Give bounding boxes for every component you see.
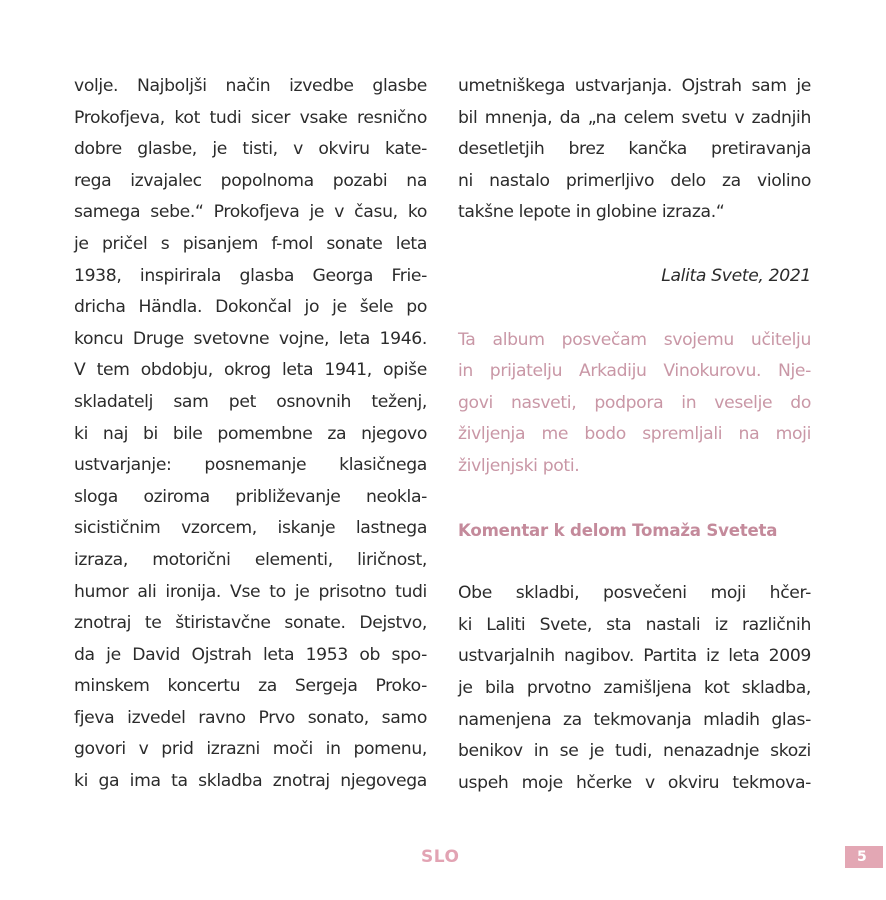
text-line: je bila prvotno zamišljena kot skladba, <box>458 677 811 698</box>
text-line: 1938, inspirirala glasba Georga Frie- <box>74 265 427 286</box>
text-line: rega izvajalec popolnoma pozabi na <box>74 170 427 191</box>
text-line: desetletjih brez kančka pretiravanja <box>458 139 811 160</box>
text-line: dobre glasbe, je tisti, v okviru kate- <box>74 139 427 160</box>
text-line: Prokofjeva, kot tudi sicer vsake resnično <box>74 107 427 128</box>
text-line: ki ga ima ta skladba znotraj njegovega <box>74 771 427 792</box>
text-line: govi nasveti, podpora in veselje do <box>458 392 811 413</box>
text-line: ustvarjanje: posnemanje klasičnega <box>74 455 427 476</box>
text-line: ki Laliti Svete, sta nastali iz različnih <box>458 614 811 635</box>
quote-paragraph <box>458 71 811 229</box>
text-line: ki naj bi bile pomembne za njegovo <box>74 423 427 444</box>
text-line: volje. Najboljši način izvedbe glasbe <box>74 76 427 96</box>
text-line: uspeh moje hčerke v okviru tekmova- <box>458 772 811 793</box>
text-line: življenja me bodo spremljali na moji <box>458 424 811 445</box>
text-line: dricha Händla. Dokončal jo je šele po <box>74 297 427 318</box>
text-line: govori v prid izrazni moči in pomenu, <box>74 739 427 760</box>
text-line: bil mnenja, da „na celem svetu v zadnjih <box>458 107 811 128</box>
dedication-paragraph <box>458 325 811 483</box>
right-column <box>458 71 811 799</box>
text-line: znotraj te štiristavčne sonate. Dejstvo, <box>74 613 427 634</box>
text-line: fjeva izvedel ravno Prvo sonato, samo <box>74 707 427 728</box>
signature: Lalita Svete, 2021 <box>661 265 811 286</box>
text-line: in prijatelju Arkadiju Vinokurovu. Nje- <box>458 361 811 382</box>
text-line: ni nastalo primerljivo delo za violino <box>458 170 811 191</box>
text-line: skladatelj sam pet osnovnih teženj, <box>74 391 427 412</box>
text-line: Ta album posvečam svojemu učitelju <box>458 329 811 350</box>
text-line: humor ali ironija. Vse to je prisotno tudi <box>74 581 427 602</box>
text-line: minskem koncertu za Sergeja Proko- <box>74 676 427 697</box>
section-heading: Komentar k delom Tomaža Sveteta <box>458 520 778 540</box>
text-line: umetniškega ustvarjanja. Ojstrah sam je <box>458 76 811 96</box>
language-label: SLO <box>421 847 460 867</box>
text-line: benikov in se je tudi, nenazadnje skozi <box>458 741 811 762</box>
page-number-badge: 5 <box>845 846 883 868</box>
text-line: V tem obdobju, okrog leta 1941, opiše <box>74 360 427 381</box>
comment-paragraph <box>458 578 811 799</box>
text-line: ustvarjalnih nagibov. Partita iz leta 2009 <box>458 646 811 667</box>
text-line: koncu Druge svetovne vojne, leta 1946. <box>74 328 427 349</box>
text-line: izraza, motorični elementi, liričnost, <box>74 549 427 570</box>
text-line: je pričel s pisanjem f-mol sonate leta <box>74 233 427 254</box>
left-column <box>74 71 427 798</box>
text-line: sicističnim vzorcem, iskanje lastnega <box>74 518 427 539</box>
text-line: takšne lepote in globine izraza.“ <box>458 202 725 223</box>
text-line: da je David Ojstrah leta 1953 ob spo- <box>74 644 427 665</box>
text-line: samega sebe.“ Prokofjeva je v času, ko <box>74 202 427 223</box>
text-line: sloga oziroma približevanje neokla- <box>74 486 427 507</box>
text-line: življenjski poti. <box>458 455 580 476</box>
text-line: namenjena za tekmovanja mladih glas- <box>458 709 811 730</box>
text-line: Obe skladbi, posvečeni moji hčer- <box>458 583 811 604</box>
